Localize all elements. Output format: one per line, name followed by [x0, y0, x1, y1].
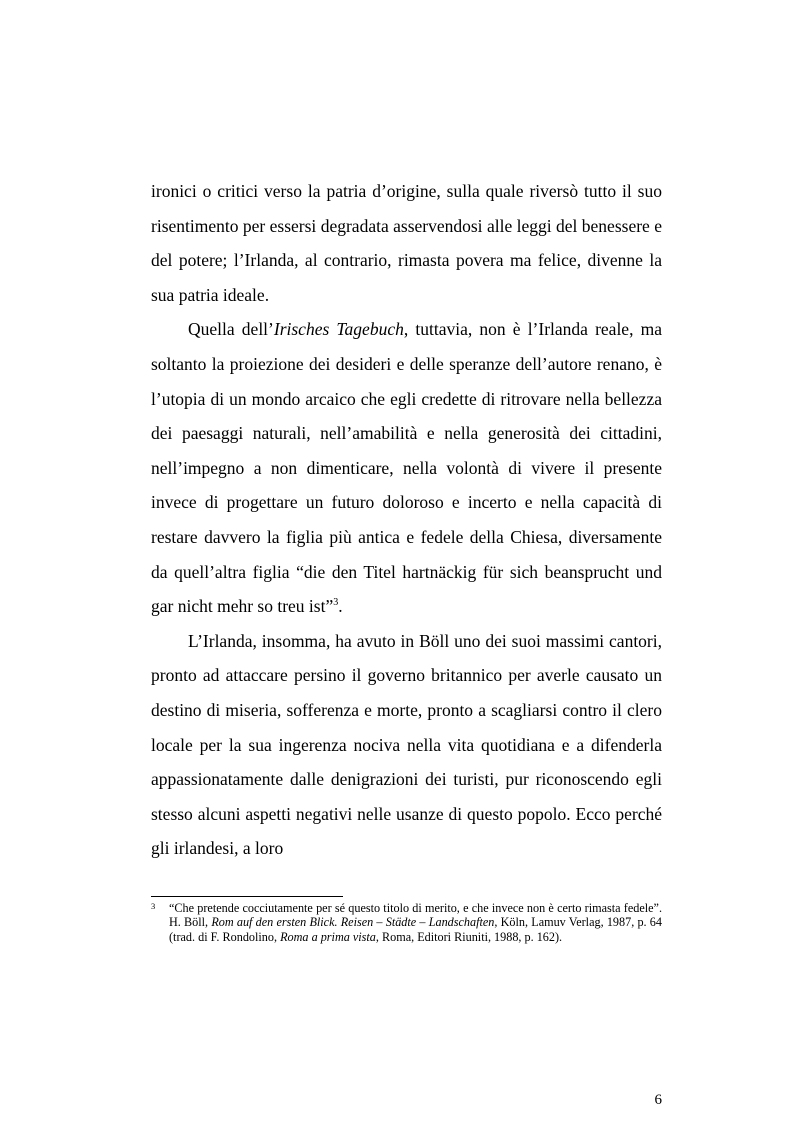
footnote-mark: 3	[151, 901, 156, 911]
footnote-reference-3[interactable]: 3	[333, 597, 339, 609]
irisches-tagebuch-title: Irisches Tagebuch	[273, 319, 404, 340]
footnote-text-c: , Roma, Editori Riuniti, 1988, p. 162).	[375, 929, 563, 944]
footnote-title-roma: Roma a prima vista	[280, 929, 376, 944]
paragraph-2	[151, 312, 662, 623]
paragraph-2-text-b: , tuttavia, non è l’Irlanda reale, ma soltanto la proiezione dei desideri e delle speranze dell’autore renano, è l’utopia di un mondo arcaico che egli credette di ritrovare nella bellezza dei paesaggi naturali, nell’amabilità e nella generosità dei cittadini, nell’impegno a non dimenticare, nella volontà di vivere il presente invece di progettare un futuro doloroso e incerto e nella capacità di restare davvero la figlia più antica e fedele della Chiesa, diversamente da quell’altra figlia “die den Titel hartnäckig für sich beansprucht und gar nicht mehr so treu ist”	[151, 319, 662, 617]
footnote-body	[169, 901, 662, 944]
footnote-title-rom: Rom auf den ersten Blick. Reisen – Städte – Landschaften	[211, 915, 495, 930]
body-text	[151, 174, 662, 866]
paragraph-2-end: .	[338, 596, 343, 617]
paragraph-3	[151, 624, 662, 866]
footnote-text-b: , Köln, Lamuv Verlag, 1987, p. 64 (trad. di F. Rondolino,	[169, 915, 662, 944]
paragraph-3-text: L’Irlanda, insomma, ha avuto in Böll uno dei suoi massimi cantori, pronto ad attaccare persino il governo britannico per averle causato un destino di miseria, sofferenza e morte, pronto a scagliarsi contro il clero locale per la sua ingerenza nociva nella vita quotidiana e a difenderla appassionatamente dalle denigrazioni dei turisti, pur riconoscendo egli stesso alcuni aspetti negativi nelle usanze di questo popolo. Ecco perché gli irlandesi, a loro	[151, 630, 662, 859]
paragraph-2-text-a: Quella dell’	[188, 319, 274, 340]
footnote-3	[151, 901, 662, 944]
paragraph-1-text: ironici o critici verso la patria d’origine, sulla quale riversò tutto il suo risentimento per essersi degradata asservendosi alle leggi del benessere e del potere; l’Irlanda, al contrario, rimasta povera ma felice, divenne la sua patria ideale.	[151, 181, 662, 305]
paragraph-1	[151, 174, 662, 312]
footnote-separator	[151, 896, 343, 897]
footnote-text-a: “Che pretende cocciutamente per sé questo titolo di merito, e che invece non è certo rimasta fedele”. H. Böll,	[169, 901, 662, 930]
page-number: 6	[654, 1092, 662, 1108]
